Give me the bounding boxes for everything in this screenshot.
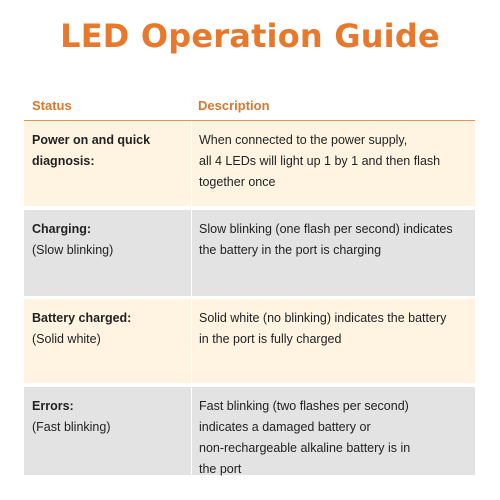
status-sub-label: (Fast blinking) (32, 420, 111, 434)
led-guide-table (24, 90, 475, 121)
status-sub-label: (Slow blinking) (32, 243, 114, 257)
description-line: Slow blinking (one flash per second) indicates (199, 222, 453, 236)
table-row (24, 299, 475, 383)
status-cell (24, 387, 191, 475)
table-header (24, 90, 475, 121)
header-status: Status (32, 97, 72, 113)
description-cell (191, 299, 475, 383)
table-row (24, 210, 475, 296)
description-line: indicates a damaged battery or (199, 420, 371, 434)
description-line: together once (199, 175, 276, 189)
status-label: Battery charged: (32, 311, 132, 325)
description-cell (191, 387, 475, 475)
description-line: the port (199, 462, 242, 476)
status-sub-label: (Solid white) (32, 332, 101, 346)
header-description: Description (198, 97, 270, 113)
description-line: non-rechargeable alkaline battery is in (199, 441, 411, 455)
table-row (24, 121, 475, 206)
status-cell (24, 299, 191, 383)
status-label: Charging: (32, 222, 92, 236)
description-line: all 4 LEDs will light up 1 by 1 and then flash (199, 154, 441, 168)
status-cell (24, 121, 191, 206)
status-label: Errors: (32, 399, 74, 413)
table-row (24, 387, 475, 475)
status-label: Power on and quick diagnosis: (32, 133, 151, 168)
description-cell (191, 121, 475, 206)
description-line: in the port is fully charged (199, 332, 342, 346)
description-line: When connected to the power supply, (199, 133, 408, 147)
description-line: Fast blinking (two flashes per second) (199, 399, 409, 413)
status-cell (24, 210, 191, 296)
description-cell (191, 210, 475, 296)
description-line: Solid white (no blinking) indicates the battery (199, 311, 447, 325)
page-title: LED Operation Guide (60, 17, 440, 55)
description-line: the battery in the port is charging (199, 243, 382, 257)
